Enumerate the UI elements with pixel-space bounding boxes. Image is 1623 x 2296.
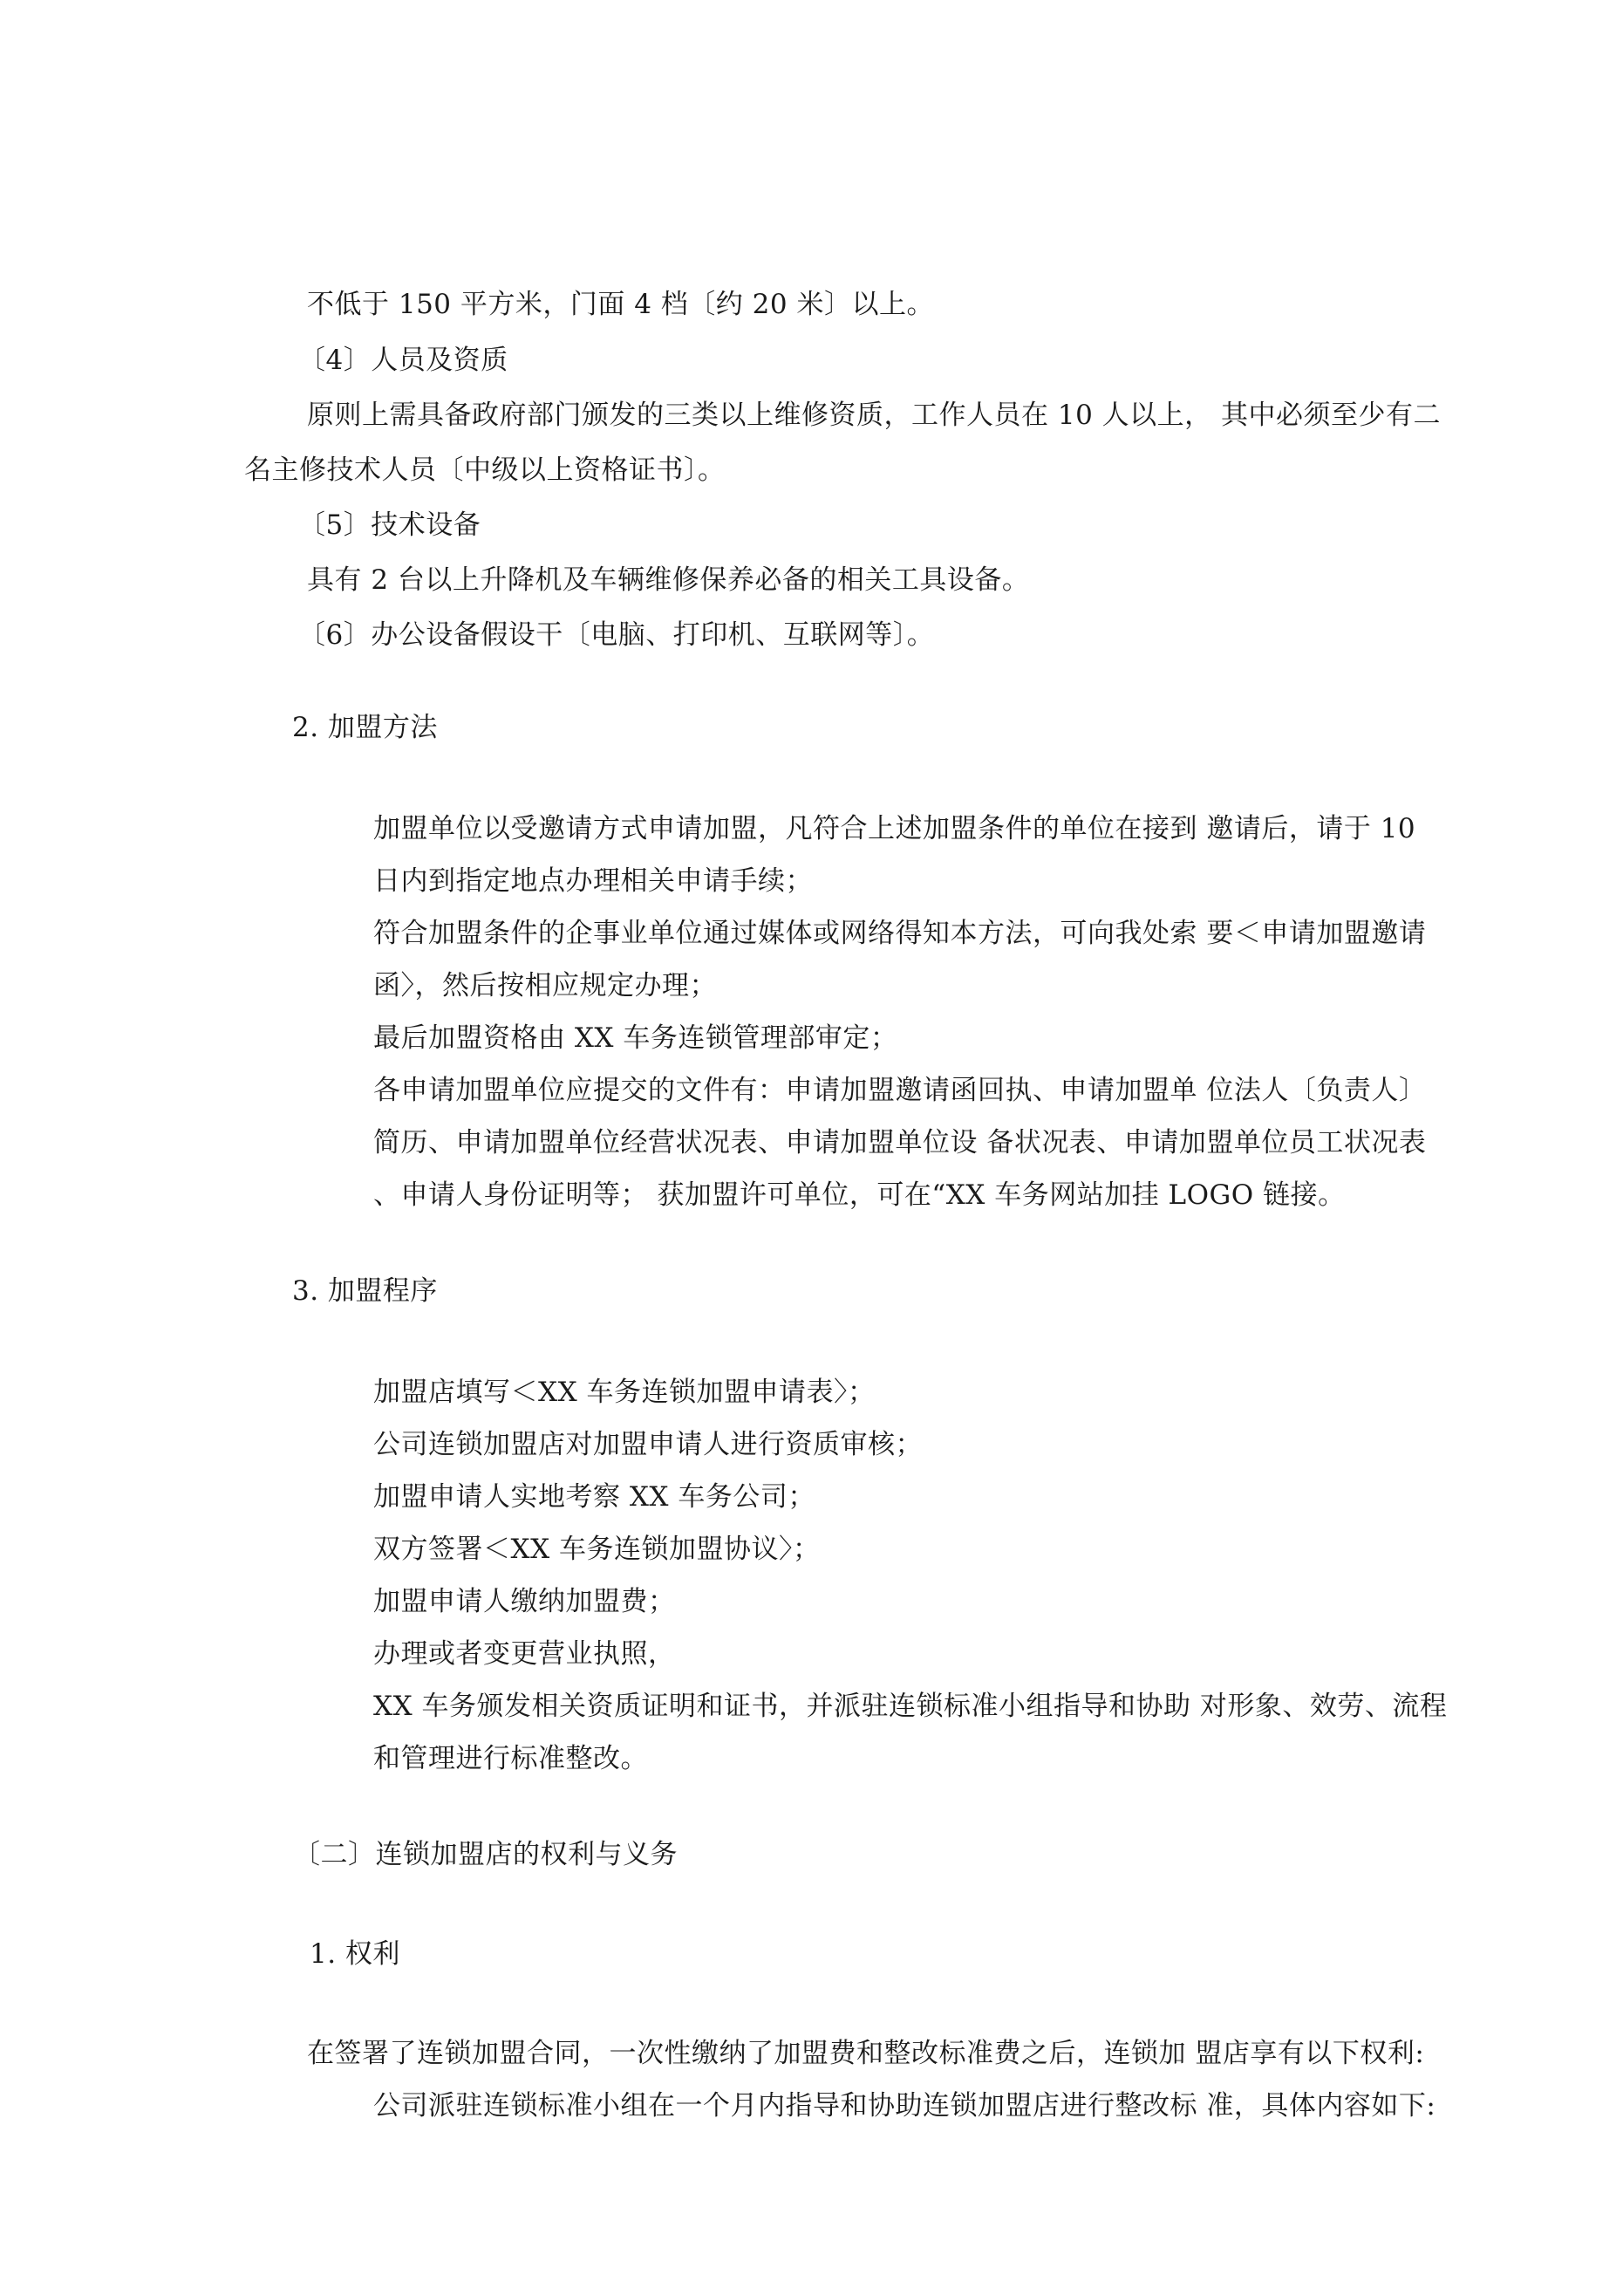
list-item: 加盟申请人实地考察 XX 车务公司； — [373, 1481, 815, 1513]
section-heading-join-procedure: 3. 加盟程序 — [292, 1275, 438, 1307]
paragraph-line: 名主修技术人员〔中级以上资格证书〕。 — [244, 454, 726, 486]
paragraph-line: 函〉，然后按相应规定办理； — [373, 970, 717, 1001]
subheading-office: 〔6〕办公设备假设干〔电脑、打印机、互联网等〕。 — [298, 619, 935, 651]
list-item: 加盟申请人缴纳加盟费； — [373, 1586, 676, 1617]
paragraph-line: 具有 2 台以上升降机及车辆维修保养必备的相关工具设备。 — [307, 564, 1030, 596]
section-heading-rights-obligations: 〔二〕连锁加盟店的权利与义务 — [293, 1839, 678, 1870]
subheading-personnel: 〔4〕人员及资质 — [298, 345, 508, 376]
list-item: 双方签署＜XX 车务连锁加盟协议〉； — [373, 1534, 821, 1565]
paragraph-line: 最后加盟资格由 XX 车务连锁管理部审定； — [373, 1022, 898, 1054]
list-item: 加盟店填写＜XX 车务连锁加盟申请表〉； — [373, 1377, 876, 1408]
paragraph-line: 日内到指定地点办理相关申请手续； — [373, 865, 813, 897]
paragraph-line: 、申请人身份证明等； 获加盟许可单位，可在“XX 车务网站加挂 LOGO 链接。 — [373, 1179, 1346, 1211]
subheading-equipment: 〔5〕技术设备 — [298, 509, 481, 541]
list-item: XX 车务颁发相关资质证明和证书，并派驻连锁标准小组指导和协助 对形象、效劳、流程 — [373, 1691, 1448, 1722]
section-heading-join-method: 2. 加盟方法 — [292, 712, 438, 743]
paragraph-line: 简历、申请加盟单位经营状况表、申请加盟单位设 备状况表、申请加盟单位员工状况表 — [373, 1127, 1427, 1158]
paragraph-line: 不低于 150 平方米，门面 4 档〔约 20 米〕以上。 — [307, 289, 934, 320]
list-item: 和管理进行标准整改。 — [373, 1743, 648, 1774]
paragraph-line: 各申请加盟单位应提交的文件有：申请加盟邀请函回执、申请加盟单 位法人〔负责人〕 — [373, 1075, 1427, 1106]
paragraph-line: 原则上需具备政府部门颁发的三类以上维修资质，工作人员在 10 人以上， 其中必须至少有二 — [307, 400, 1442, 431]
paragraph-line: 公司派驻连锁标准小组在一个月内指导和协助连锁加盟店进行整改标 准，具体内容如下: — [373, 2090, 1436, 2122]
paragraph-line: 符合加盟条件的企事业单位通过媒体或网络得知本方法，可向我处索 要＜申请加盟邀请 — [373, 918, 1427, 949]
list-item: 办理或者变更营业执照， — [373, 1638, 676, 1670]
paragraph-line: 在签署了连锁加盟合同，一次性缴纳了加盟费和整改标准费之后，连锁加 盟店享有以下权利: — [307, 2038, 1425, 2069]
paragraph-line: 加盟单位以受邀请方式申请加盟，凡符合上述加盟条件的单位在接到 邀请后，请于 10 — [373, 813, 1416, 844]
section-heading-rights: 1. 权利 — [310, 1938, 400, 1970]
list-item: 公司连锁加盟店对加盟申请人进行资质审核； — [373, 1429, 923, 1460]
